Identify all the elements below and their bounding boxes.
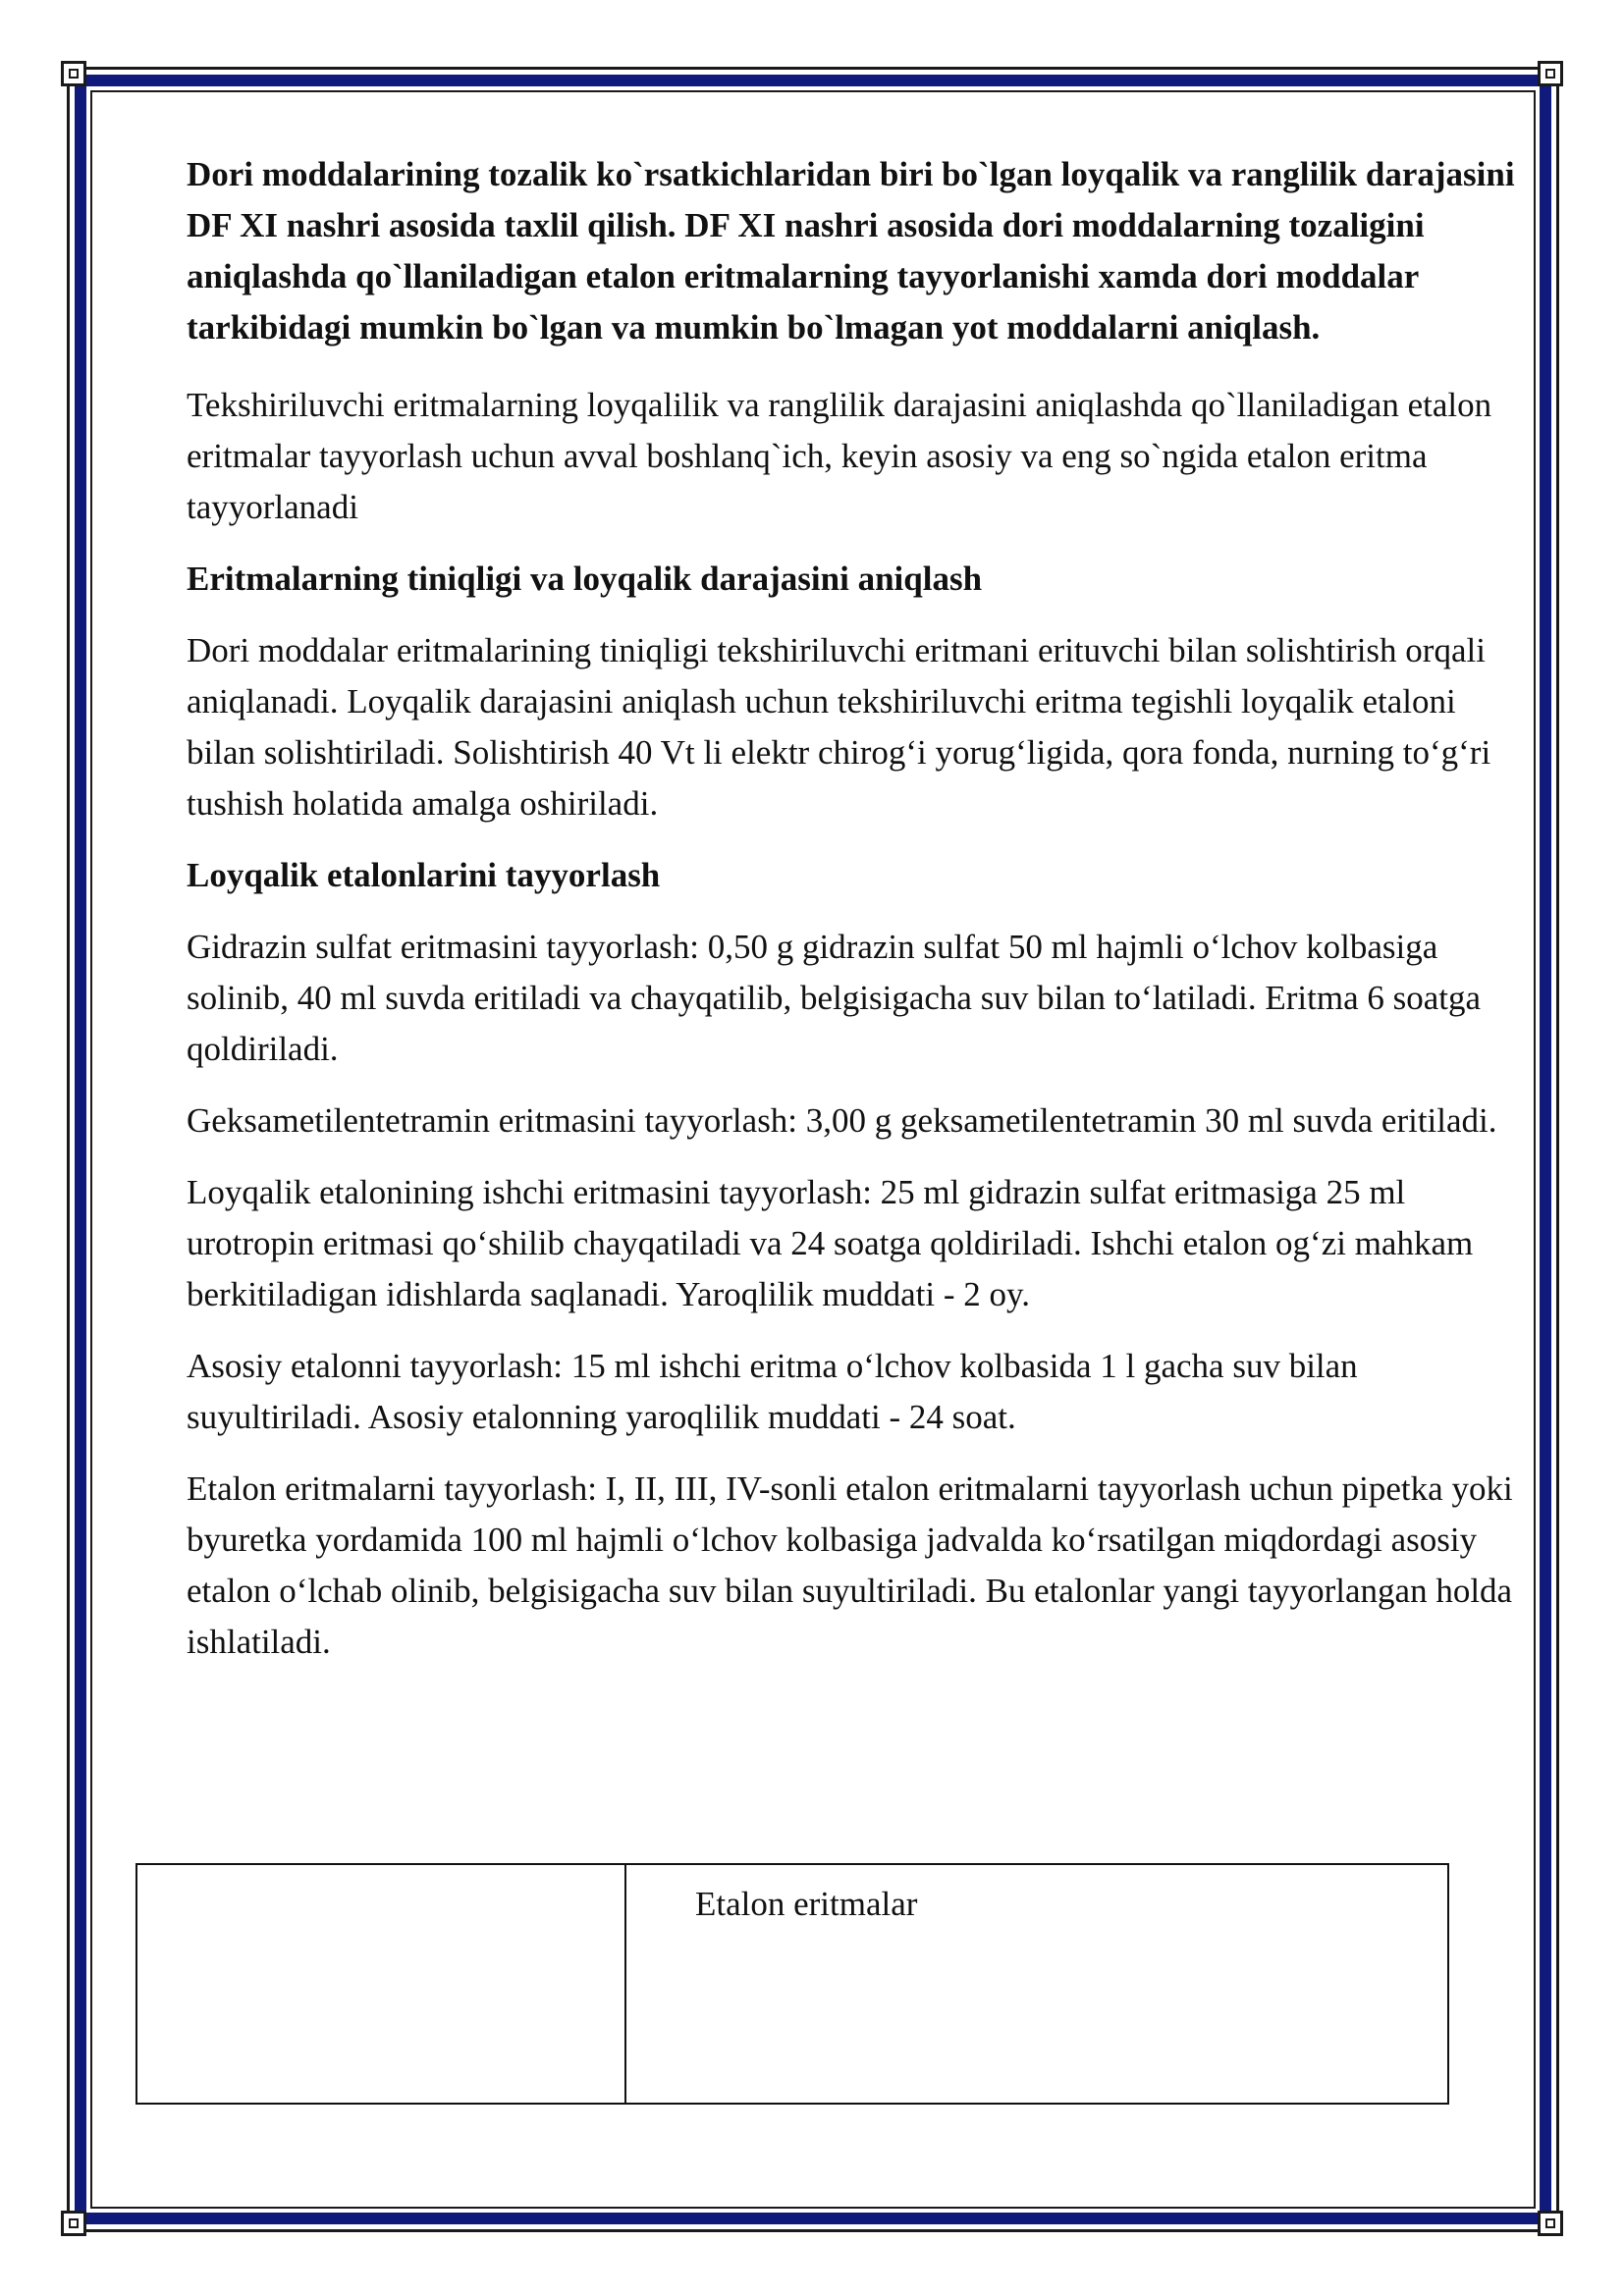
standards-table xyxy=(135,1863,1449,2105)
paragraph-main-standard: Asosiy etalonni tayyorlash: 15 ml ishchi eritma o‘lchov kolbasida 1 l gacha suv bilan suyultiriladi. Asosiy etalonning yaroqlilik muddati - 24 soat. xyxy=(187,1347,1358,1436)
document-body xyxy=(187,149,1522,1688)
section-heading-clarity: Eritmalarning tiniqligi va loyqalik darajasini aniqlash xyxy=(187,560,983,598)
paragraph-intro: Tekshiriluvchi eritmalarning loyqalilik va ranglilik darajasini aniqlashda qo`llaniladigan etalon eritmalar tayyorlash uchun avval boshlanq`ich, keyin asosiy va eng so`ngida etalon eritma tayyorlanadi xyxy=(187,386,1492,526)
paragraph-working-solution: Loyqalik etalonining ishchi eritmasini tayyorlash: 25 ml gidrazin sulfat eritmasiga 25 ml urotropin eritmasi qo‘shilib chayqatiladi va 24 soatga qoldiriladi. Ishchi etalon og‘zi mahkam berkitiladigan idishlarda saqlanadi. Yaroqlilik muddati - 2 oy. xyxy=(187,1173,1474,1313)
paragraph-standard-solutions: Etalon eritmalarni tayyorlash: I, II, III, IV-sonli etalon eritmalarni tayyorlash uchun pipetka yoki byuretka yordamida 100 ml hajmli o‘lchov kolbasiga jadvalda ko‘rsatilgan miqdordagi asosiy etalon o‘lchab olinib, belgisigacha suv bilan suyultiriladi. Bu etalonlar yangi tayyorlangan holda ishlatiladi. xyxy=(187,1469,1513,1661)
section-heading-standards: Loyqalik etalonlarini tayyorlash xyxy=(187,856,661,894)
paragraph-clarity: Dori moddalar eritmalarining tiniqligi tekshiriluvchi eritmani erituvchi bilan solishtirish orqali aniqlanadi. Loyqalik darajasini aniqlash uchun tekshiriluvchi eritma tegishli loyqalik etaloni bilan solishtiriladi. Solishtirish 40 Vt li elektr chirog‘i yorug‘ligida, qora fonda, nurning to‘g‘ri tushish holatida amalga oshiriladi. xyxy=(187,631,1491,823)
corner-ornament-bottom-left xyxy=(61,2211,86,2236)
table-cell-left xyxy=(137,1865,626,2103)
document-heading: Dori moddalarining tozalik ko`rsatkichlaridan biri bo`lgan loyqalik va ranglilik darajasini DF XI nashri asosida taxlil qilish. DF XI nashri asosida dori moddalarning tozaligini aniqlashda qo`llaniladigan etalon eritmalarning tayyorlanishi xamda dori moddalar tarkibidagi mumkin bo`lgan va mumkin bo`lmagan yot moddalarni aniqlash. xyxy=(187,155,1515,347)
corner-ornament-top-right xyxy=(1538,61,1563,86)
corner-ornament-bottom-right xyxy=(1538,2211,1563,2236)
table-header-standard-solutions: Etalon eritmalar xyxy=(695,1885,918,1923)
paragraph-hydrazine: Gidrazin sulfat eritmasini tayyorlash: 0,50 g gidrazin sulfat 50 ml hajmli o‘lchov kolbasiga solinib, 40 ml suvda eritiladi va chayqatilib, belgisigacha suv bilan to‘latiladi. Eritma 6 soatga qoldiriladi. xyxy=(187,928,1482,1068)
corner-ornament-top-left xyxy=(61,61,86,86)
paragraph-hexamine: Geksametilentetramin eritmasini tayyorlash: 3,00 g geksametilentetramin 30 ml suvda eritiladi. xyxy=(187,1101,1497,1140)
